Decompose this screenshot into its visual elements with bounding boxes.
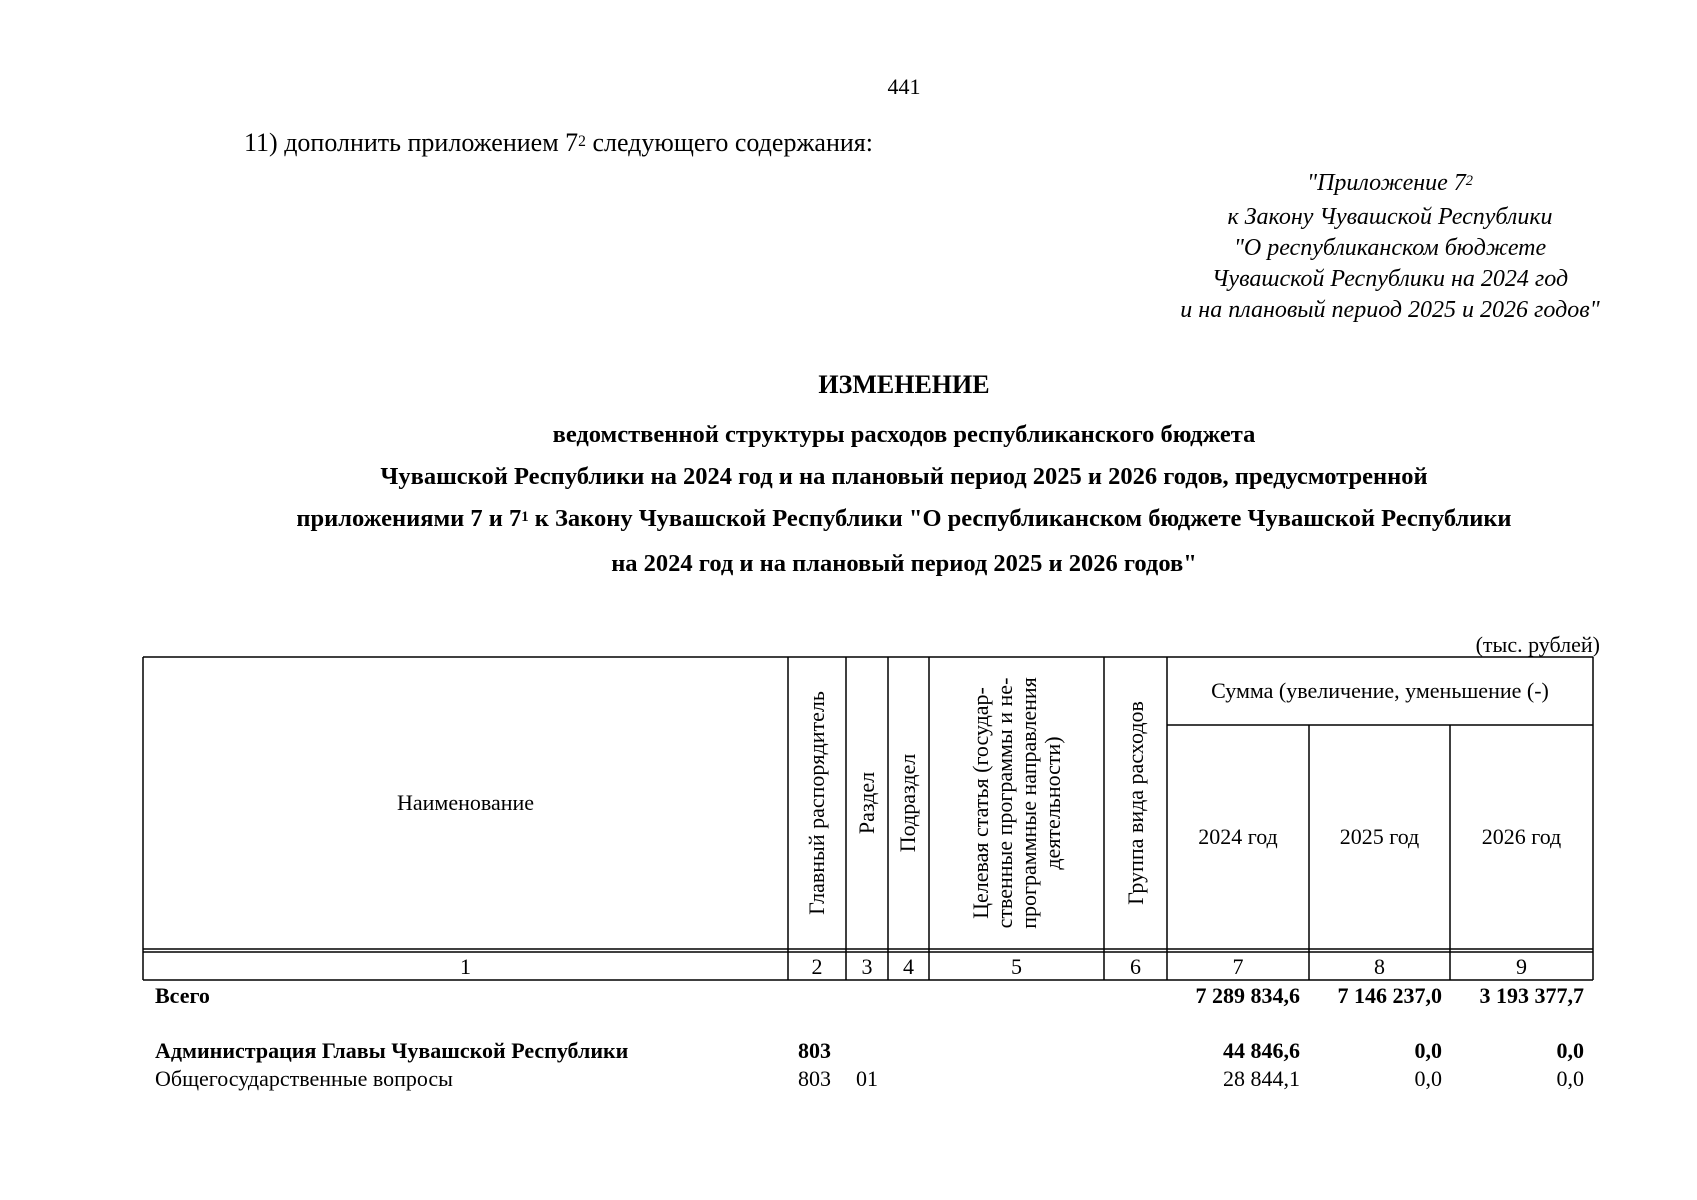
header-2024: 2024 год (1198, 824, 1278, 849)
header-gr: Главный распорядитель (804, 691, 829, 915)
col-number-8: 8 (1374, 954, 1385, 979)
row-admin-2025: 0,0 (1414, 1038, 1442, 1063)
annex-line-2: к Закону Чувашской Республики (1227, 204, 1553, 230)
col-number-3: 3 (861, 954, 873, 979)
document-title: ИЗМЕНЕНИЕ (818, 370, 990, 399)
header-2025: 2025 год (1339, 824, 1420, 849)
units-label: (тыс. рублей) (1475, 632, 1600, 657)
annex-reference (1150, 168, 1630, 326)
row-general-name: Общегосударственные вопросы (155, 1066, 453, 1091)
row-total-2024: 7 289 834,6 (1195, 983, 1300, 1008)
subtitle-line-1: ведомственной структуры расходов республиканского бюджета (552, 421, 1256, 448)
row-general-rz: 01 (856, 1066, 878, 1091)
header-target-article: Целевая статья (государ- ственные программы и не- программные направления деятельности) (967, 677, 1065, 929)
subtitle-sup: 1 (521, 508, 529, 525)
annex-line-3: "О республиканском бюджете (1233, 235, 1547, 261)
subtitle-line-4: на 2024 год и на плановый период 2025 и 2026 годов" (611, 550, 1197, 577)
col-number-5: 5 (1011, 954, 1022, 979)
page-number: 441 (887, 74, 921, 99)
document-subtitle (0, 414, 1697, 585)
row-general-2025: 0,0 (1414, 1066, 1442, 1091)
row-admin-2024: 44 846,6 (1223, 1038, 1300, 1063)
subtitle-line-2: Чувашской Республики на 2024 год и на плановый период 2025 и 2026 годов, предусмотренной (380, 463, 1428, 490)
header-sum: Сумма (увеличение, уменьшение (-) (1211, 678, 1549, 703)
row-general-2026: 0,0 (1556, 1066, 1584, 1091)
col-number-1: 1 (460, 954, 471, 979)
col-number-2: 2 (811, 954, 823, 979)
subtitle-line-3: приложениями 7 и $7^1$ к Закону Чувашской Республики "О республиканском бюджете Чувашской Республики (296, 505, 1512, 532)
col-number-6: 6 (1130, 954, 1141, 979)
header-podrazdel: Подраздел (895, 753, 921, 853)
col-number-9: 9 (1516, 954, 1527, 979)
annex-line-4: Чувашской Республики на 2024 год (1211, 266, 1569, 292)
col-number-7: 7 (1232, 954, 1244, 979)
header-expense-group: Группа вида расходов (1122, 701, 1148, 905)
row-total-name: Всего (155, 983, 210, 1008)
row-total-2026: 3 193 377,7 (1479, 983, 1584, 1008)
header-razdel: Раздел (854, 771, 880, 835)
row-total-2025: 7 146 237,0 (1337, 983, 1442, 1008)
row-admin-name: Администрация Главы Чувашской Республики (155, 1038, 629, 1063)
intro-sup: 2 (578, 132, 586, 150)
col-number-4: 4 (903, 954, 914, 979)
annex-line-5: и на плановый период 2025 и 2026 годов" (1180, 297, 1600, 323)
intro-text (244, 128, 873, 158)
header-name: Наименование (396, 790, 535, 815)
row-admin-gr: 803 (798, 1038, 831, 1063)
annex-line-1: "Приложение $7^2$ (1307, 170, 1473, 196)
intro-main: 11) дополнить приложением 7 (244, 128, 579, 157)
row-general-2024: 28 844,1 (1223, 1066, 1300, 1091)
header-2026: 2026 год (1481, 824, 1562, 849)
annex-sup: 2 (1465, 172, 1473, 189)
row-general-gr: 803 (798, 1066, 831, 1091)
intro-tail: следующего содержания: (585, 128, 873, 157)
row-admin-2026: 0,0 (1556, 1038, 1584, 1063)
